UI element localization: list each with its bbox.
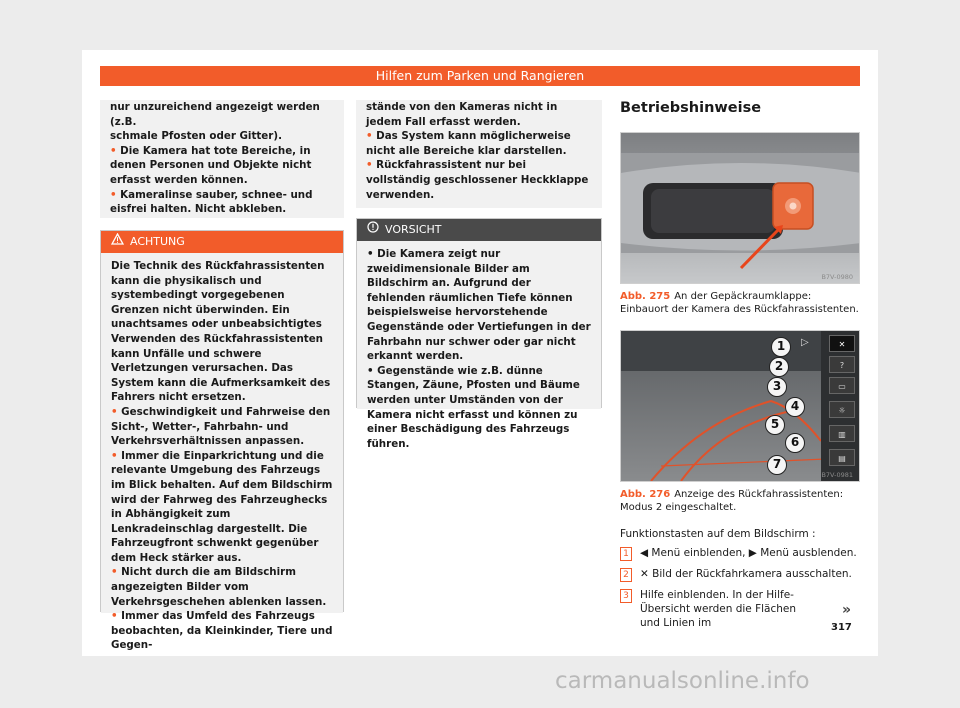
mid-bullet-1: • Das System kann möglicherweise nicht alle Bereiche klar darstellen.	[366, 130, 571, 157]
chevron-right-icon[interactable]: ▷	[801, 337, 809, 348]
left-column	[100, 100, 344, 652]
intro-line-1: nur unzureichend angezeigt werden (z.B.	[110, 101, 320, 128]
item-text: Hilfe einblenden. In der Hilfe-Übersicht werden die Flächen und Linien im	[640, 589, 797, 629]
rear-camera-display-image	[620, 330, 860, 482]
callout-4: 4	[785, 397, 805, 417]
mid-bullet-2: • Rückfahrassistent nur bei vollständig geschlossener Heckklappe verwenden.	[366, 159, 589, 201]
warning-bullet-2: • Immer die Einparkrichtung und die relevante Umgebung des Fahrzeugs im Blick behalten. Auf dem Bildschirm wird der Fahrweg des Fahrzeughecks in Abhängigkeit zum Lenkradeinschlag dargestellt. Die Fahrzeugfront schwenkt gegenüber dem Heck stärker aus.	[111, 449, 333, 564]
figure-code-1: B7V-0980	[821, 273, 853, 281]
watermark[interactable]: carmanualsonline.info	[555, 668, 810, 694]
callout-1: 1	[771, 337, 791, 357]
warning-bullet-3: • Nicht durch die am Bildschirm angezeigten Bilder vom Verkehrsgeschehen ablenken lassen.	[111, 566, 327, 608]
warning-bullet-1: • Geschwindigkeit und Fahrweise den Sicht-, Wetter-, Fahrbahn- und Verkehrsverhältnissen anpassen.	[111, 405, 331, 448]
callout-7: 7	[767, 455, 787, 475]
help-icon[interactable]: ?	[829, 356, 855, 373]
caret-right-icon: ▶	[748, 547, 757, 559]
trailer-view-icon[interactable]: ▤	[829, 449, 855, 466]
section-title: Betriebshinweise	[620, 100, 762, 116]
camera-location-image	[620, 132, 860, 284]
caution-bullet-1: • Die Kamera zeigt nur zweidimensionale Bilder am Bildschirm an. Aufgrund der fehlenden räumlichen Tiefe können beispielsweise hervorstehende Gegenstände oder Vertiefungen in der Fahrbahn nur schwer oder gar nicht erkannt werden.	[367, 248, 591, 363]
page-number: 317	[831, 622, 852, 633]
item-number: 1	[620, 547, 632, 561]
caution-box	[356, 218, 602, 450]
manual-page	[82, 50, 878, 656]
caret-left-icon: ◀	[640, 547, 649, 559]
warning-body	[101, 253, 343, 652]
warning-paragraph: Die Technik des Rückfahrassistenten kann die physikalisch und systembedingt vorgegebenen Grenzen nicht überwinden. Ein unachtsames oder unbeabsichtigtes Verwenden des Rückfahrassistenten kann Unfälle und schwere Verletzungen verursachen. Das System kann die Aufmerksamkeit des Fahrers nicht ersetzen.	[111, 260, 331, 404]
list-intro: Funktionstasten auf dem Bildschirm :	[620, 528, 816, 540]
list-item	[620, 588, 860, 630]
intro-bullet-2: • Kameralinse sauber, schnee- und eisfrei halten. Nicht abkleben.	[110, 188, 313, 216]
brightness-icon[interactable]: ☼	[829, 401, 855, 418]
warning-box	[100, 230, 344, 652]
warning-header	[101, 231, 343, 253]
callout-6: 6	[785, 433, 805, 453]
callout-5: 5	[765, 415, 785, 435]
item-text: ◀ Menü einblenden, ▶ Menü ausblenden.	[640, 547, 857, 559]
warning-triangle-icon	[111, 231, 124, 253]
callout-3: 3	[767, 377, 787, 397]
continued-box	[356, 100, 602, 208]
list-item	[620, 546, 860, 561]
page-header: Hilfen zum Parken und Rangieren	[100, 66, 860, 86]
figure-276-caption: Abb. 276 Anzeige des Rückfahrassistenten: Modus 2 eingeschaltet.	[620, 489, 844, 513]
item-text: ✕ Bild der Rückfahrkamera ausschalten.	[640, 568, 852, 580]
caution-body	[357, 241, 601, 450]
parking-mode-icon[interactable]: ▥	[829, 425, 855, 442]
intro-bullet-1: • Die Kamera hat tote Bereiche, in denen Personen und Objekte nicht erfasst werden können.	[110, 144, 312, 186]
intro-line-2: schmale Pfosten oder Gitter).	[110, 130, 282, 143]
figure-275	[620, 132, 860, 316]
continued-text: stände von den Kameras nicht in jedem Fall erfasst werden.	[366, 101, 558, 128]
caution-title: VORSICHT	[385, 223, 442, 236]
info-circle-icon	[367, 219, 379, 241]
figure-276	[620, 330, 860, 630]
figure-code-2: B7V-0981	[821, 471, 853, 479]
list-item	[620, 567, 860, 582]
item-number: 3	[620, 589, 632, 603]
continue-arrow: »	[842, 602, 852, 618]
car-top-view-icon[interactable]: ▭	[829, 377, 855, 394]
close-x-icon: ✕	[640, 568, 649, 580]
caution-header	[357, 219, 601, 241]
middle-column	[356, 100, 602, 450]
caution-bullet-2: • Gegenstände wie z.B. dünne Stangen, Zäune, Pfosten und Bäume werden unter Umständen von der Kamera nicht erfasst und können zu einer Beschädigung des Fahrzeugs führen.	[367, 364, 580, 450]
warning-bullet-4: • Immer das Umfeld des Fahrzeugs beobachten, da Kleinkinder, Tiere und Gegen-	[111, 610, 333, 652]
warning-title: ACHTUNG	[130, 235, 185, 248]
callout-2: 2	[769, 357, 789, 377]
figure-275-caption: Abb. 275 An der Gepäckraumklappe: Einbauort der Kamera des Rückfahrassistenten.	[620, 291, 859, 315]
intro-box	[100, 100, 344, 218]
close-icon[interactable]: ✕	[829, 335, 855, 352]
item-number: 2	[620, 568, 632, 582]
right-column	[620, 100, 860, 116]
